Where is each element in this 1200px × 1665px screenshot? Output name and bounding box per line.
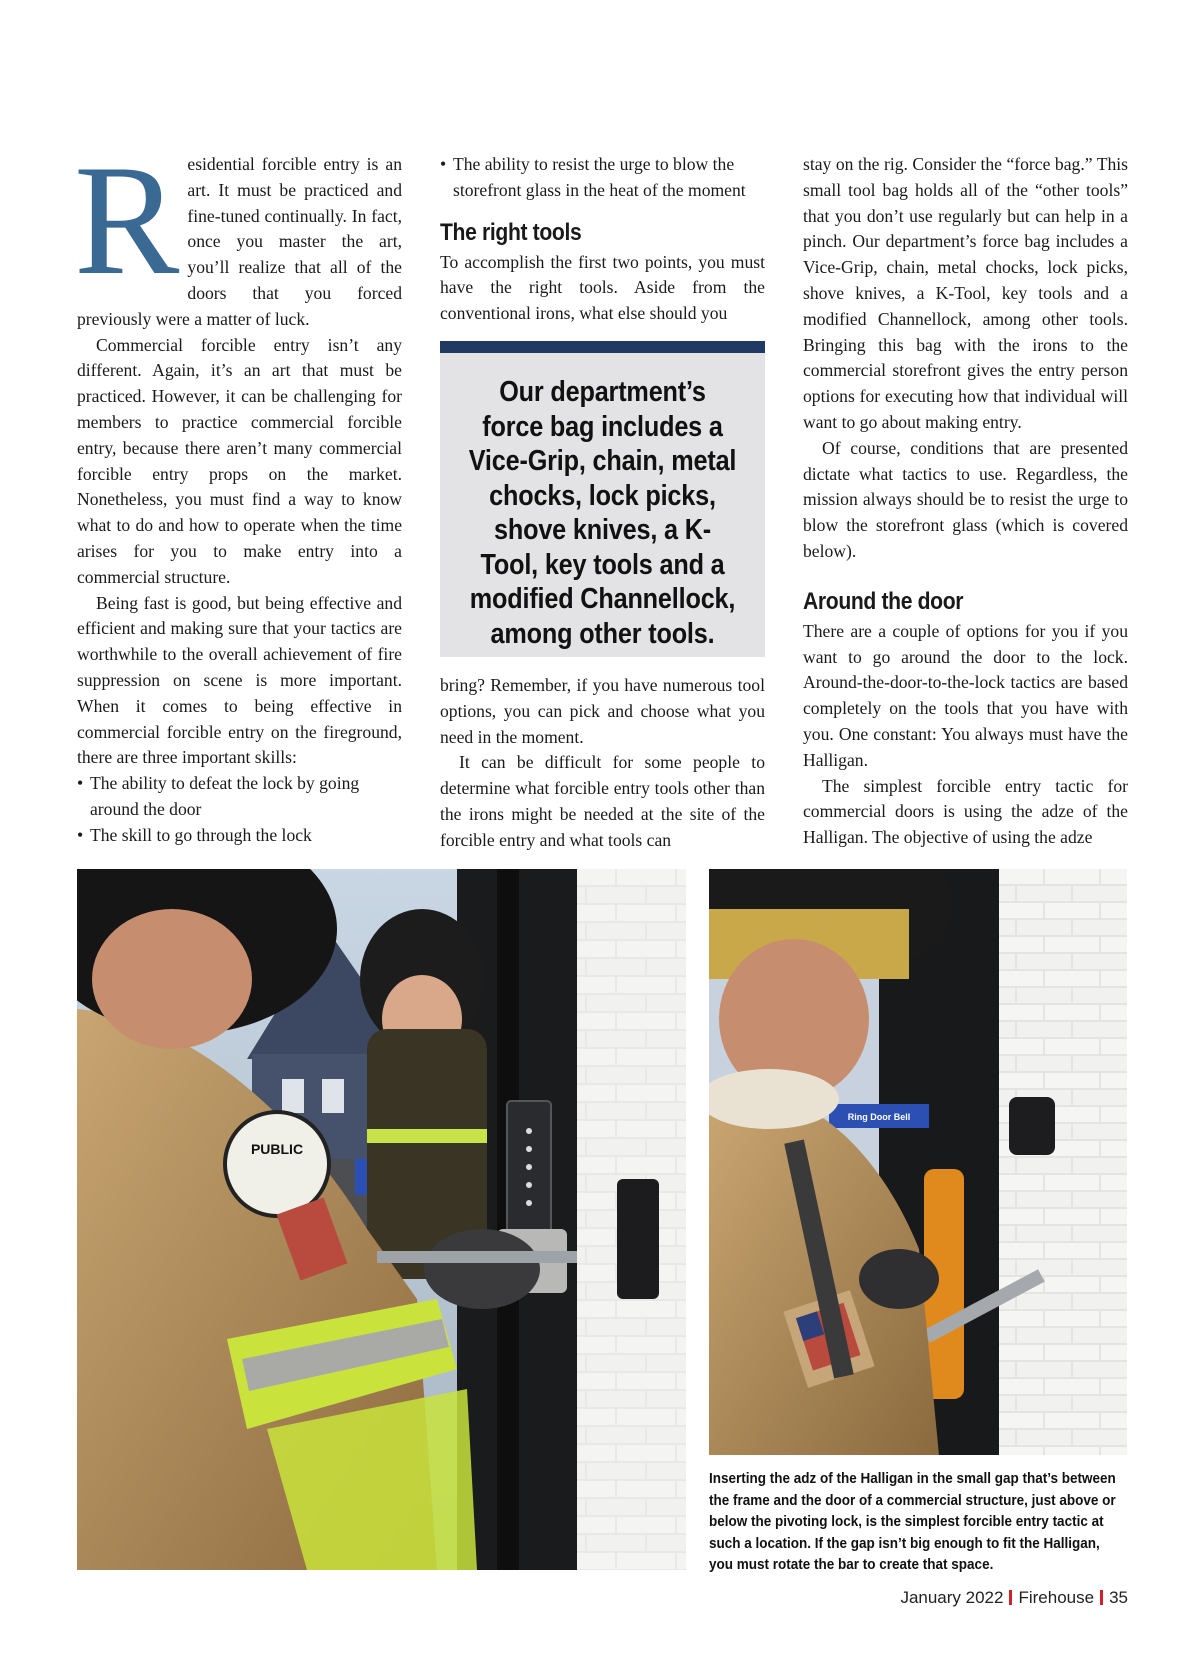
body-paragraph: bring? Remember, if you have numerous tool options, you can pick and choose what you need in the moment.	[440, 674, 765, 747]
article-column-1	[74, 133, 402, 849]
pull-quote	[440, 341, 765, 657]
drop-cap: R	[74, 133, 180, 308]
skills-list-item: • The ability to resist the urge to blow the storefront glass in the heat of the moment	[440, 152, 765, 204]
skills-list-continued	[440, 152, 765, 204]
footer-date: January 2022	[900, 1588, 1004, 1607]
intro-paragraph-text: esidential forcible entry is an art. It must be practiced and fine-tuned continually. In fact, once you master the art, you’ll realize that all of the doors that you forced previously were a matter of luck.	[77, 154, 402, 329]
article-column-3	[803, 152, 1128, 851]
skills-list-item: • The ability to defeat the lock by going around the door	[77, 771, 402, 823]
skills-list	[77, 771, 402, 848]
footer-separator	[1100, 1590, 1103, 1605]
body-paragraph: stay on the rig. Consider the “force bag.” This small tool bag holds all of the “other tools” that you don’t use regularly but can help in a pinch. Our department’s force bag includes a Vice-Grip, chain, metal chocks, lock picks, shove knives, a K-Tool, key tools and a modified Channellock, among other tools. Bringing this bag with the irons to the commercial storefront gives the entry person options for executing how that individual will want to go about making entry.	[803, 154, 1128, 432]
footer-separator	[1009, 1590, 1012, 1605]
subheading-right-tools: The right tools	[440, 218, 582, 246]
body-paragraph: Being fast is good, but being effective and efficient and making sure that your tactics are worthwhile to the overall achievement of fire suppression on scene is more important. When it comes to being effective in commercial forcible entry on the fireground, there are three important skills:	[77, 592, 402, 768]
photo-caption	[709, 1468, 1127, 1576]
body-paragraph: It can be difficult for some people to determine what forcible entry tools other than the irons might be needed at the site of the forcible entry and what tools can	[440, 752, 765, 850]
subheading-around-door: Around the door	[803, 587, 964, 615]
pull-quote-text: Our department’s force bag includes a Vice-Grip, chain, metal chocks, lock picks, shove knives, a K-Tool, key tools and a modified Channellock, among other tools.	[468, 376, 737, 650]
body-paragraph: Of course, conditions that are presented dictate what tactics to use. Regardless, the mission always should be to resist the urge to blow the storefront glass (which is covered below).	[803, 437, 1128, 561]
photo-firefighters-at-door	[77, 869, 686, 1570]
body-paragraph: To accomplish the first two points, you must have the right tools. Aside from the conventional irons, what else should you	[440, 251, 765, 324]
body-paragraph: The simplest forcible entry tactic for commercial doors is using the adze of the Halligan. The objective of using the adze	[803, 775, 1128, 848]
public-patch-text: PUBLIC	[250, 1141, 304, 1157]
page-footer	[900, 1588, 1128, 1608]
photo-caption-text: Inserting the adz of the Halligan in the small gap that’s between the frame and the door of a commercial structure, just above or below the pivoting lock, is the simplest forcible entry tactic at such a location. If the gap isn’t big enough to fit the Halligan, you must rotate the bar to create that space.	[709, 1470, 1116, 1573]
ring-door-bell-sign-text-right: Ring Door Bell	[847, 1112, 911, 1122]
intro-paragraph	[74, 133, 402, 333]
footer-page-number: 35	[1109, 1588, 1128, 1607]
photo-halligan-insertion	[709, 869, 1127, 1455]
body-paragraph: There are a couple of options for you if you want to go around the door to the lock. Around-the-door-to-the-lock tactics are based completely on the tools that you have with you. One constant: You always must have the Halligan.	[803, 620, 1128, 770]
skills-list-item: • The skill to go through the lock	[77, 823, 402, 849]
body-paragraph: Commercial forcible entry isn’t any different. Again, it’s an art that must be practiced. However, it can be challenging for members to practice commercial forcible entry, because there aren’t many commercial forcible entry props on the market. Nonetheless, you must find a way to know what to do and how to operate when the time arises for you to make entry into a commercial structure.	[77, 334, 402, 587]
footer-magazine: Firehouse	[1018, 1588, 1095, 1607]
